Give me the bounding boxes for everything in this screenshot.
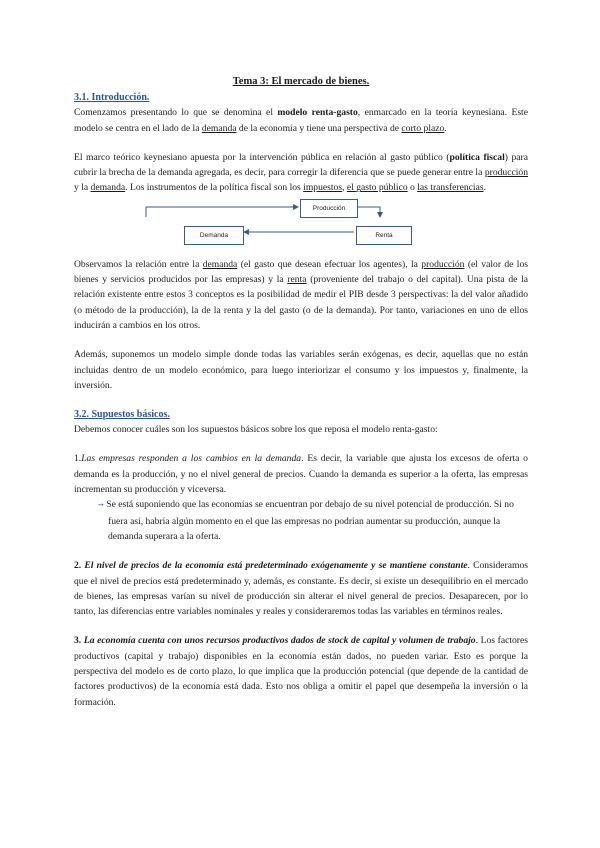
document-title: Tema 3: El mercado de bienes. [232, 76, 370, 87]
arrow-demanda-produccion [146, 207, 298, 217]
flow-diagram [74, 199, 528, 251]
section-heading-introduccion: 3.1. Introducción. [74, 92, 150, 104]
paragraph-marco-keynesiano: El marco teórico keynesiano apuesta por la intervención pública en relación al gasto público (política fiscal) para cubrir la brecha de la demanda agregada, es decir, para corregir la diferencia que se puede generar entre la producción y la demanda. Los instrumentos de la política fiscal son los impuestos, el gasto público o las transferencias. [74, 151, 529, 194]
supuesto-item-3: 3. La economía cuenta con unos recursos productivos dados de stock de capital y volumen de trabajo. Los factores productivos (capital y trabajo) disponibles en la economía están dados, no pueden variar. Esto es porque la perspectiva del modelo es de corto plazo, lo que implica que la producción potencial (que depende de la cantidad de factores productivos) de la economía está dada. Esto nos obliga a omitir el papel que desempeña la inversión o la formación. [74, 635, 528, 708]
section-heading-supuestos: 3.2. Supuestos básicos. [74, 409, 170, 421]
supuesto-item-2: 2. El nivel de precios de la economía está predeterminado exógenamente y se mantiene constante. Consideramos que el nivel de precios está predeterminado y, además, es constante. Es decir, si existe un desequilibrio en el mercado de bienes, las empresas varían su nivel de producción sin alterar el nivel general de precios. Desaparecen, por lo tanto, las diferencias entre variables nominales y reales y consideraremos todas las variables en términos reales. [74, 560, 528, 618]
arrow-produccion-renta [358, 207, 380, 217]
supuesto-bullet: ➙ Se está suponiendo que las economías se encuentran por debajo de su nivel potencial de producción. Si no fuera así, habría algún momento en el que las empresas no podrían aumentar su producción, aunque la demanda superara a la oferta. [98, 499, 514, 542]
paragraph-intro: Comenzamos presentando lo que se denomina el modelo renta-gasto, enmarcado en la teoría keynesiana. Este modelo se centra en el lado de la demanda de la economía y tiene una perspectiva de corto plazo. [74, 107, 528, 134]
document-page [74, 74, 528, 710]
box-produccion: Producción [300, 199, 358, 218]
arrow-bullet-icon: ➙ [98, 501, 104, 510]
box-renta: Renta [356, 226, 412, 245]
paragraph-supuestos-intro: Debemos conocer cuáles son los supuestos básicos sobre los que reposa el modelo renta-gasto: [74, 424, 438, 436]
paragraph-relacion: Observamos la relación entre la demanda (el gasto que desean efectuar los agentes), la producción (el valor de los bienes y servicios producidos por las empresas) y la renta (proveniente del trabajo o del capital). Una pista de la relación existente entre estos 3 conceptos es la posibilidad de medir el PIB desde 3 perspectivas: la del valor añadido (o método de la producción), la de la renta y la del gasto (o de la demanda). Por tanto, variaciones en uno de ellos inducirán a cambios en los otros. [74, 258, 528, 331]
paragraph-modelo-simple: Además, suponemos un modelo simple donde todas las variables serán exógenas, es decir, aquellas que no están incluidas dentro de un modelo económico, para luego interiorizar el consumo y los impuestos y, finalmente, la inversión. [74, 349, 528, 391]
supuesto-item-1: 1.Las empresas responden a los cambios en la demanda. Es decir, la variable que ajusta los excesos de oferta o demanda es la producción, y no el nivel general de precios. Cuando la demanda es superior a la oferta, las empresas incrementan su producción y viceversa. [74, 453, 528, 496]
box-demanda: Demanda [184, 226, 244, 245]
